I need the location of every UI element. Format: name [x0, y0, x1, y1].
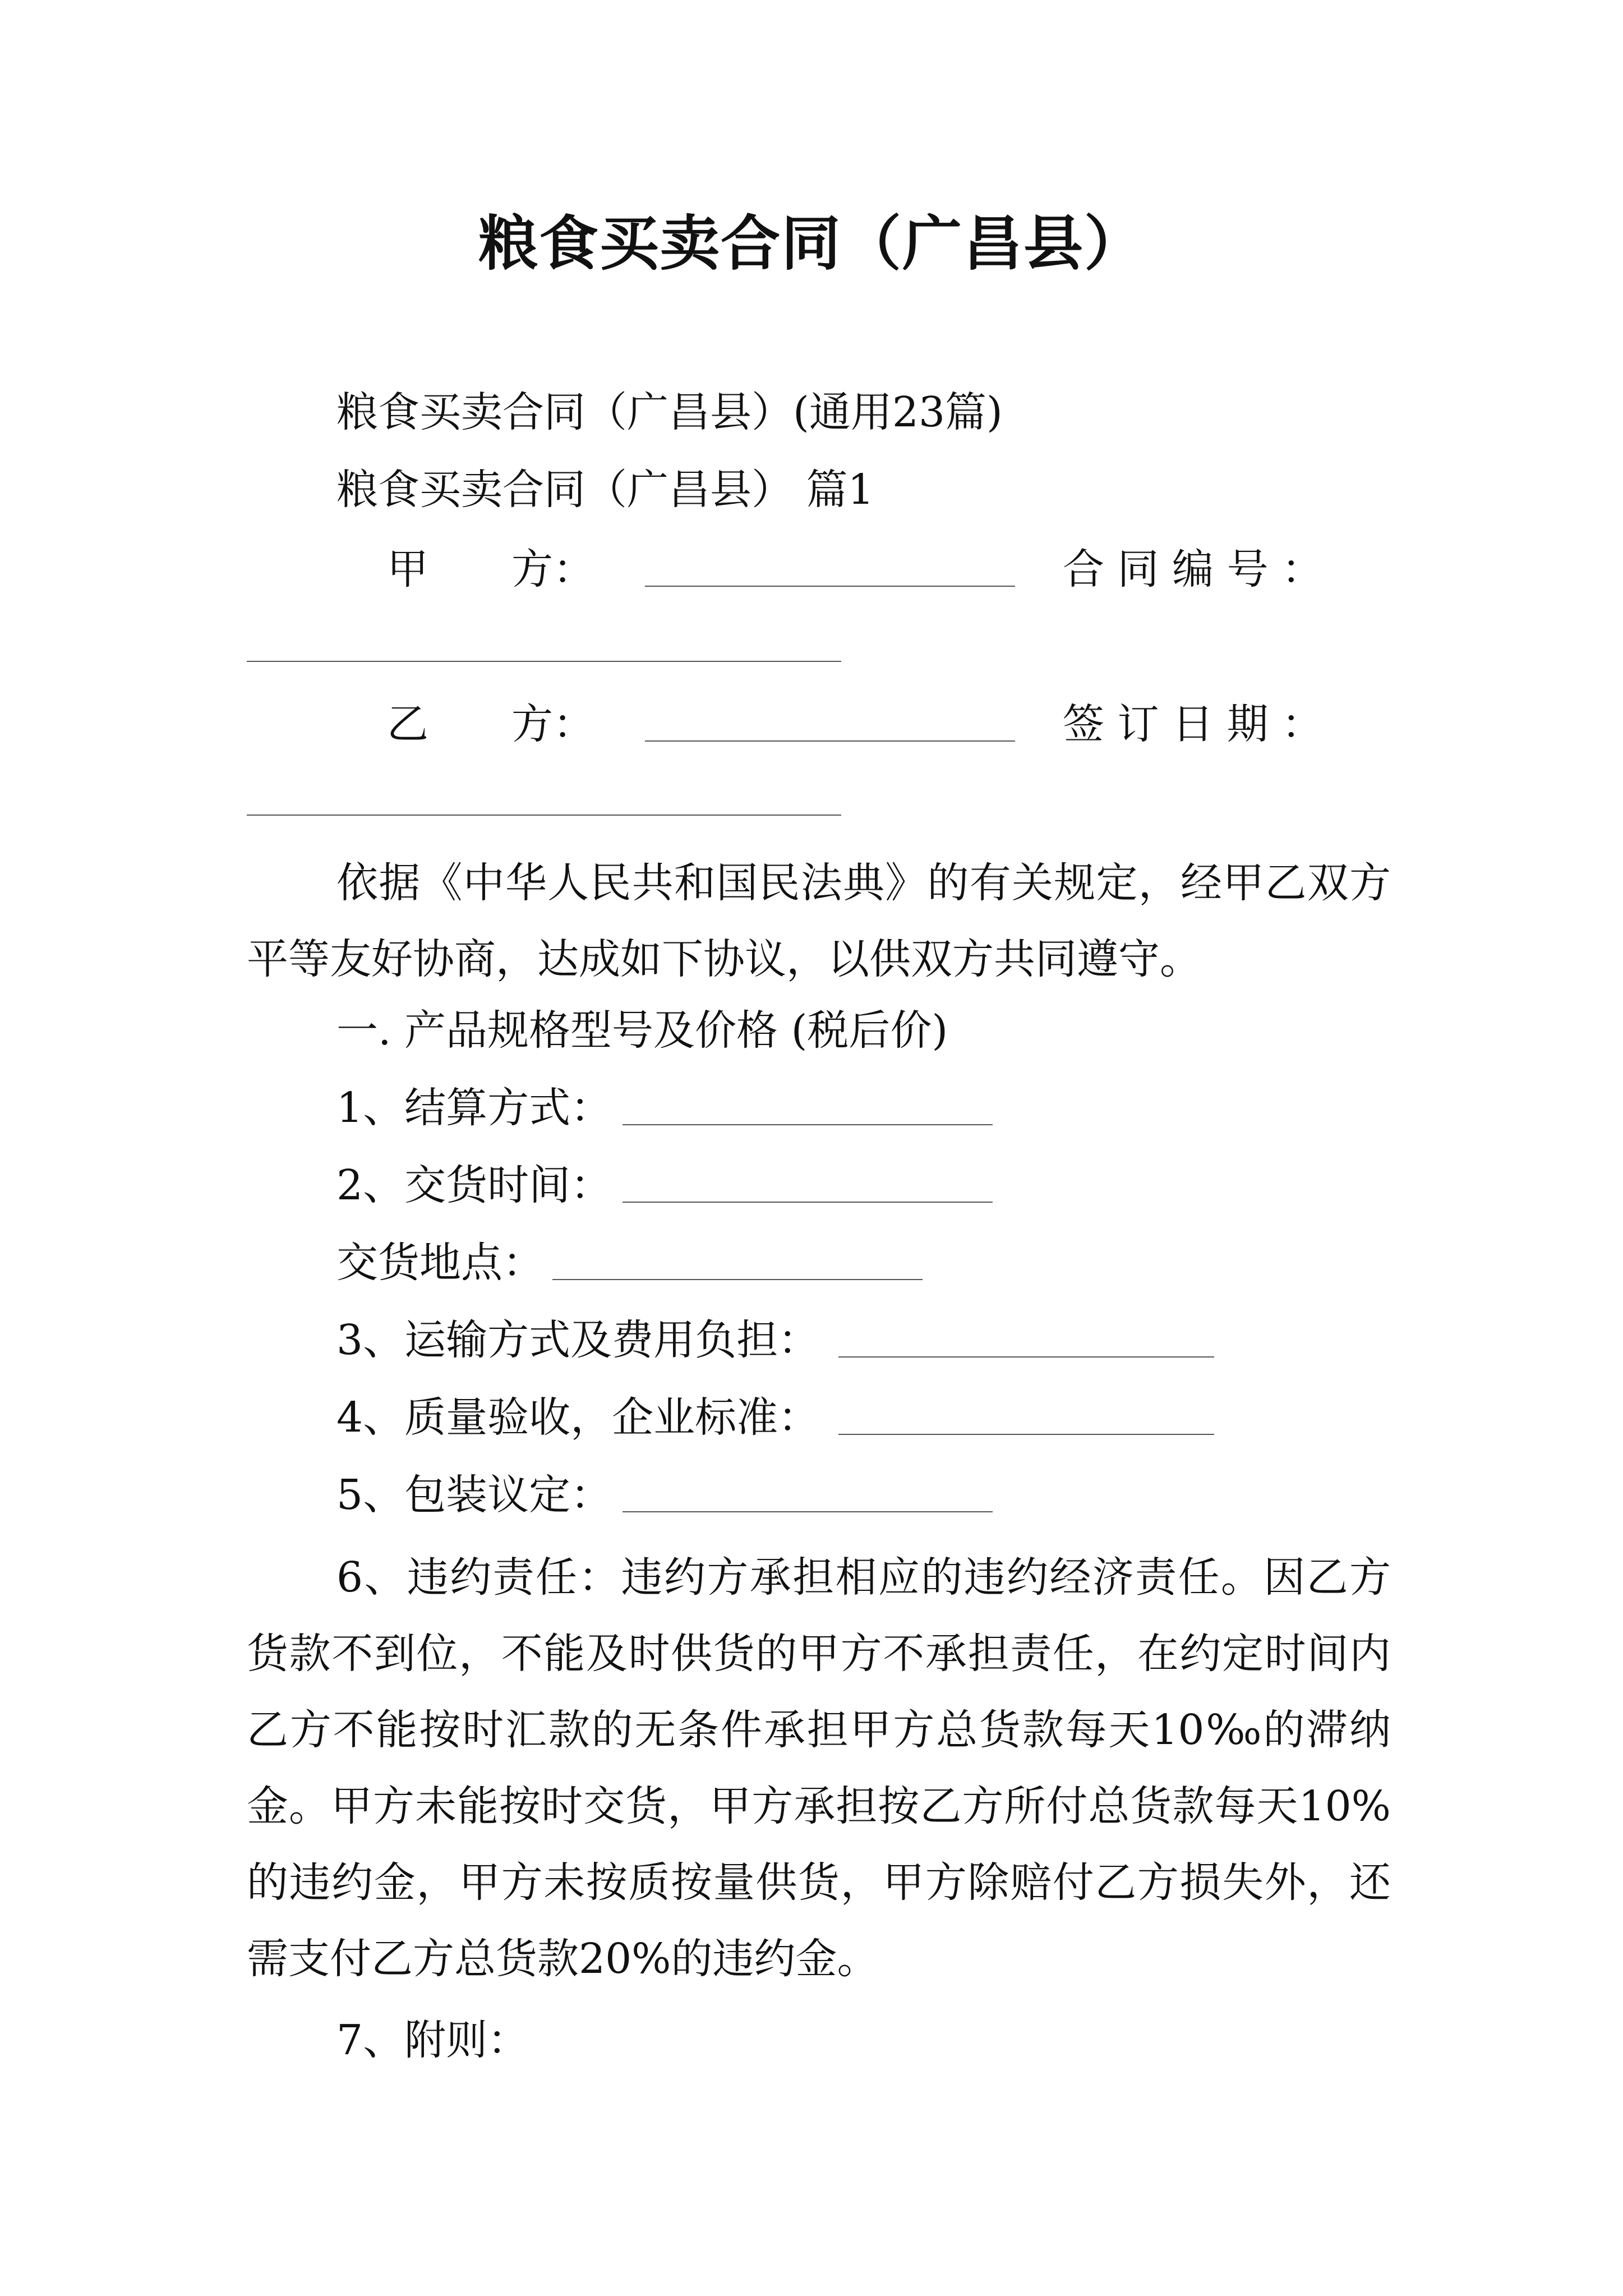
item-5-label: 5、包装议定：: [336, 1471, 612, 1519]
clause-title: 一. 产品规格型号及价格 (税后价): [336, 1006, 948, 1055]
document-subtitle: 粮食买卖合同（广昌县）(通用23篇): [336, 388, 1003, 436]
item-2-label: 2、交货时间：: [336, 1161, 612, 1209]
party-a-blank: [645, 560, 1015, 587]
item-7-label: 7、附则：: [336, 2016, 529, 2064]
item-3-label: 3、运输方式及费用负担：: [336, 1316, 820, 1364]
party-b-label: 乙 方：: [387, 700, 594, 748]
section-heading: 粮食买卖合同（广昌县） 篇1: [336, 466, 874, 514]
item-4-blank: [838, 1408, 1214, 1435]
document-title: 粮食买卖合同（广昌县）: [478, 209, 1145, 278]
item-2-blank: [623, 1176, 993, 1203]
item-2b-label: 交货地点：: [336, 1239, 544, 1287]
contract-no-blank: [247, 661, 841, 662]
item-4-label: 4、质量验收，企业标准：: [336, 1393, 820, 1442]
party-b-blank: [645, 715, 1015, 742]
item-1-blank: [623, 1098, 993, 1125]
item-1-label: 1、结算方式：: [336, 1084, 612, 1132]
item-2b-blank: [552, 1253, 923, 1280]
party-a-label: 甲 方：: [387, 545, 594, 593]
contract-no-label: 合 同 编 号 ：: [1063, 545, 1324, 593]
item-3-blank: [838, 1331, 1214, 1358]
item-6-paragraph: 6、违约责任：违约方承担相应的违约经济责任。因乙方货款不到位，不能及时供货的甲方不承担责任，在约定时间内乙方不能按时汇款的无条件承担甲方总货款每天10‰的滞纳金。甲方未能按时交货，甲方承担按乙方所付总货款每天10%的违约金，甲方未按质按量供货，甲方除赔付乙方损失外，还需支付乙方总货款20%的违约金。: [247, 1553, 1391, 1983]
sign-date-blank: [247, 815, 841, 816]
sign-date-label: 签 订 日 期 ：: [1063, 700, 1324, 748]
item-5-blank: [623, 1485, 993, 1512]
intro-paragraph: 依据《中华人民共和国民法典》的有关规定，经甲乙双方平等友好协商，达成如下协议，以供双方共同遵守。: [247, 859, 1391, 983]
